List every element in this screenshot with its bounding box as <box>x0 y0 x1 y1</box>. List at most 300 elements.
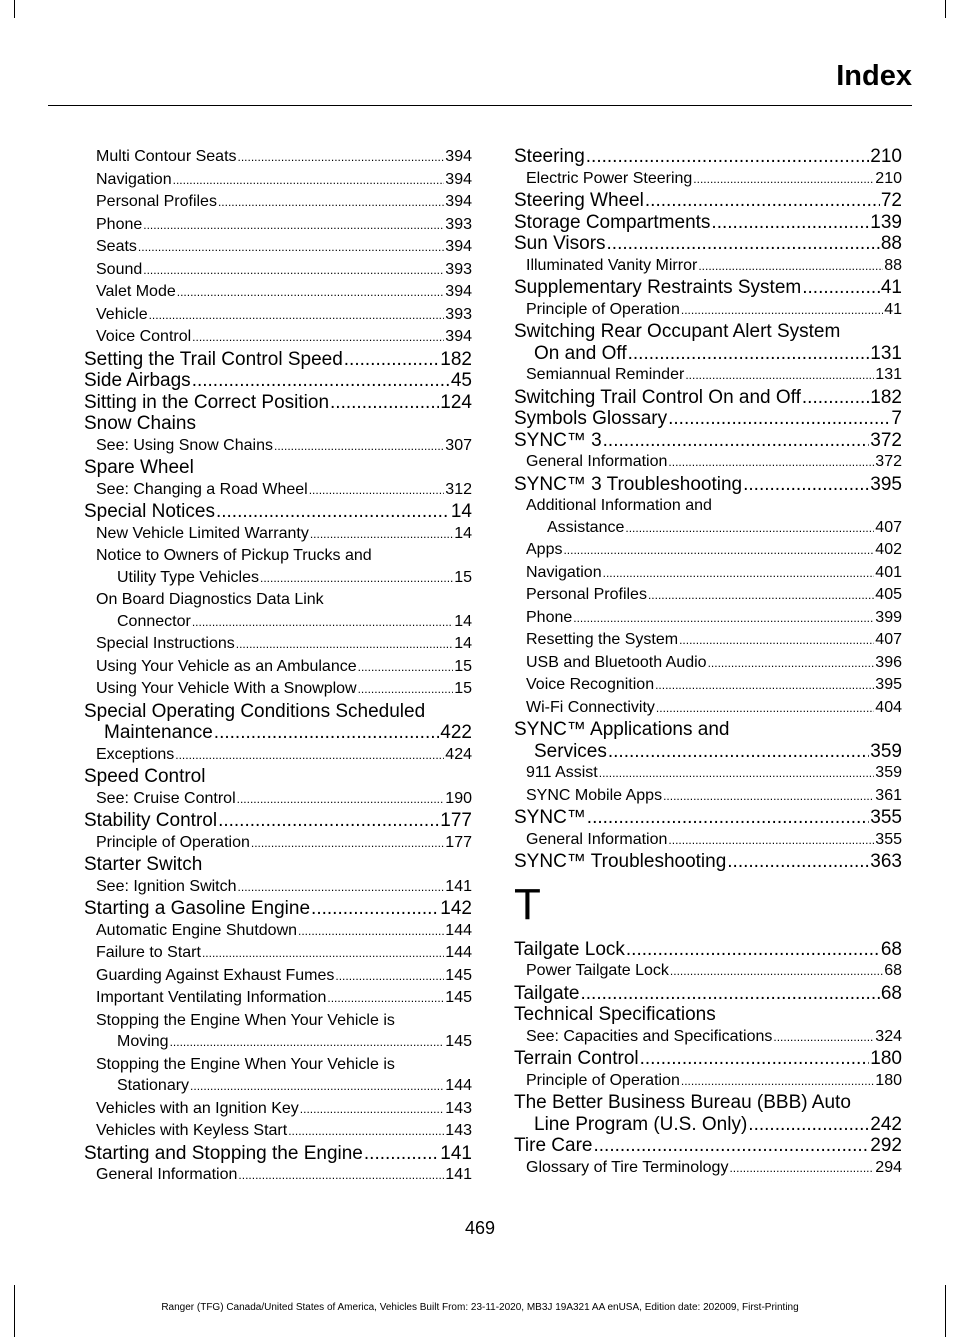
dot-leader <box>237 789 445 811</box>
entry-title: Supplementary Restraints System <box>514 277 802 298</box>
index-entry <box>514 299 902 322</box>
entry-title: Vehicles with Keyless Start <box>96 1122 288 1139</box>
index-entry <box>84 810 472 832</box>
dot-leader <box>274 436 444 458</box>
entry-title: Exceptions <box>96 745 175 763</box>
dot-leader <box>681 300 883 322</box>
dot-leader <box>143 215 444 237</box>
index-entry <box>514 408 902 430</box>
index-entry <box>514 960 902 983</box>
entry-title: Services <box>534 740 607 762</box>
entry-title: Stationary <box>117 1077 190 1094</box>
index-entry <box>84 523 472 546</box>
dot-leader <box>238 147 445 169</box>
dot-leader <box>138 237 444 259</box>
index-heading: Starter Switch <box>84 854 203 875</box>
dot-leader <box>640 1048 870 1070</box>
entry-page-number: 355 <box>875 830 902 848</box>
entry-title: Guarding Against Exhaust Fumes <box>96 966 335 984</box>
index-entry <box>84 501 472 523</box>
index-entry <box>84 169 472 192</box>
entry-title: SYNC Mobile Apps <box>526 786 663 804</box>
dot-leader <box>603 430 870 452</box>
index-heading: Technical Specifications <box>514 1004 716 1025</box>
index-subheading: Stopping the Engine When Your Vehicle is <box>96 1055 395 1073</box>
entry-page-number: 399 <box>875 608 902 626</box>
entry-page-number: 131 <box>875 366 902 383</box>
entry-page-number: 88 <box>884 256 902 274</box>
entry-title: Personal Profiles <box>96 193 217 210</box>
entry-title: New Vehicle Limited Warranty <box>96 524 309 542</box>
index-entry <box>84 656 472 679</box>
entry-page-number: 15 <box>454 568 472 586</box>
entry-page-number: 393 <box>445 305 472 323</box>
entry-page-number: 372 <box>870 429 902 451</box>
entry-page-number: 394 <box>445 170 472 188</box>
dot-leader <box>288 1121 444 1143</box>
index-entry <box>514 983 902 1005</box>
index-entry <box>514 451 902 474</box>
dot-leader <box>218 810 439 832</box>
entry-title: Using Your Vehicle as an Ambulance <box>96 657 357 675</box>
index-entry <box>84 146 472 169</box>
dot-leader <box>260 568 453 590</box>
entry-page-number: 131 <box>870 342 902 364</box>
dot-leader <box>309 480 445 502</box>
index-entry <box>84 1120 472 1143</box>
entry-page-number: 72 <box>880 190 902 211</box>
dot-leader <box>190 1076 444 1098</box>
index-entry <box>84 987 472 1010</box>
index-column-left <box>84 146 472 1187</box>
entry-page-number: 394 <box>445 193 472 210</box>
index-entry <box>514 762 902 785</box>
index-entry <box>84 1143 472 1165</box>
index-entry <box>84 191 472 214</box>
dot-leader <box>685 365 874 387</box>
entry-title: Vehicles with an Ignition Key <box>96 1099 299 1117</box>
entry-page-number: 242 <box>870 1113 902 1135</box>
entry-page-number: 141 <box>445 877 472 895</box>
index-entry <box>84 479 472 502</box>
index-entry <box>514 697 902 720</box>
entry-page-number: 142 <box>440 898 472 919</box>
entry-title: Special Notices <box>84 501 215 522</box>
dot-leader <box>143 260 444 282</box>
index-entry <box>514 190 902 212</box>
dot-leader <box>586 146 870 168</box>
index-entry <box>84 326 472 349</box>
entry-page-number: 177 <box>440 810 472 831</box>
entry-title: Personal Profiles <box>526 586 647 603</box>
dot-leader <box>711 212 869 234</box>
entry-page-number: 210 <box>875 169 902 187</box>
index-entry <box>84 304 472 327</box>
index-column-right <box>514 146 902 1179</box>
entry-page-number: 182 <box>440 348 472 370</box>
dot-leader <box>344 349 440 371</box>
entry-title: Stability Control <box>84 810 218 831</box>
index-entry <box>514 1070 902 1093</box>
index-entry <box>514 741 902 763</box>
dot-leader <box>335 966 444 988</box>
entry-title: General Information <box>526 830 668 848</box>
index-entry <box>514 343 902 365</box>
entry-title: Navigation <box>526 563 602 581</box>
index-subheading: On Board Diagnostics Data Link <box>96 591 324 608</box>
index-entry <box>514 607 902 630</box>
entry-title: General Information <box>526 453 668 470</box>
entry-title: Line Program (U.S. Only) <box>534 1113 748 1135</box>
index-entry <box>514 629 902 652</box>
dot-leader <box>364 1143 439 1165</box>
index-entry <box>514 1026 902 1049</box>
entry-title: Starting a Gasoline Engine <box>84 898 311 919</box>
entry-page-number: 143 <box>445 1122 472 1139</box>
entry-title: Important Ventilating Information <box>96 989 327 1006</box>
index-entry <box>514 474 902 496</box>
dot-leader <box>251 833 444 855</box>
entry-title: SYNC™ <box>514 807 586 828</box>
entry-title: Assistance <box>547 518 625 536</box>
entry-title: Setting the Trail Control Speed <box>84 348 343 370</box>
entry-title: Voice Recognition <box>526 676 655 693</box>
entry-page-number: 144 <box>445 944 472 961</box>
dot-leader <box>177 282 445 304</box>
entry-page-number: 405 <box>875 586 902 603</box>
entry-page-number: 393 <box>445 260 472 278</box>
entry-page-number: 144 <box>445 921 472 939</box>
entry-page-number: 307 <box>445 436 472 454</box>
dot-leader <box>311 898 439 920</box>
dot-leader <box>192 327 444 349</box>
entry-title: Sun Visors <box>514 233 606 254</box>
entry-title: Terrain Control <box>514 1048 639 1069</box>
index-entry <box>514 387 902 409</box>
dot-leader <box>192 612 453 634</box>
entry-title: Phone <box>96 215 143 233</box>
dot-leader <box>149 305 445 327</box>
index-subheading: Additional Information and <box>526 497 712 514</box>
dot-leader <box>599 763 875 785</box>
entry-page-number: 180 <box>870 1048 902 1069</box>
entry-page-number: 41 <box>884 300 902 318</box>
entry-page-number: 210 <box>870 146 902 167</box>
entry-title: Power Tailgate Lock <box>526 962 669 979</box>
dot-leader <box>573 608 874 630</box>
index-entry <box>514 939 902 961</box>
entry-page-number: 182 <box>870 386 902 408</box>
entry-title: Phone <box>526 608 573 626</box>
index-entry <box>84 744 472 767</box>
dot-leader <box>668 408 890 430</box>
entry-title: See: Capacities and Specifications <box>526 1027 773 1045</box>
entry-page-number: 407 <box>875 631 902 648</box>
index-heading: Switching Rear Occupant Alert System <box>514 321 841 342</box>
dot-leader <box>748 1114 869 1136</box>
entry-page-number: 359 <box>875 764 902 781</box>
dot-leader <box>310 524 453 546</box>
dot-leader <box>300 1099 445 1121</box>
index-entry <box>84 349 472 371</box>
entry-page-number: 41 <box>880 277 902 298</box>
entry-page-number: 180 <box>875 1071 902 1089</box>
entry-title: Principle of Operation <box>96 833 250 851</box>
index-entry <box>514 539 902 562</box>
entry-page-number: 292 <box>870 1135 902 1156</box>
entry-page-number: 401 <box>875 563 902 581</box>
index-heading: Special Operating Conditions Scheduled <box>84 700 426 722</box>
index-entry <box>514 277 902 299</box>
index-entry <box>84 1031 472 1054</box>
entry-page-number: 14 <box>454 612 472 630</box>
section-letter: T <box>514 879 541 929</box>
entry-title: SYNC™ 3 Troubleshooting <box>514 473 743 495</box>
dot-leader <box>170 1032 445 1054</box>
index-entry <box>514 785 902 808</box>
entry-title: Automatic Engine Shutdown <box>96 921 298 939</box>
entry-page-number: 424 <box>445 745 472 763</box>
entry-page-number: 88 <box>880 233 902 254</box>
index-entry <box>514 255 902 278</box>
entry-title: Switching Trail Control On and Off <box>514 386 801 408</box>
dot-leader <box>593 1135 869 1157</box>
index-entry <box>514 829 902 852</box>
dot-leader <box>192 370 450 392</box>
entry-page-number: 404 <box>875 698 902 716</box>
dot-leader <box>727 851 869 873</box>
index-entry <box>514 146 902 168</box>
index-heading: The Better Business Bureau (BBB) Auto <box>514 1092 851 1113</box>
index-heading: Snow Chains <box>84 413 196 434</box>
entry-title: Sound <box>96 260 143 278</box>
index-entry <box>514 430 902 452</box>
dot-leader <box>663 786 874 808</box>
entry-title: Failure to Start <box>96 944 201 961</box>
dot-leader <box>214 722 440 744</box>
index-entry <box>514 584 902 607</box>
dot-leader <box>698 256 883 278</box>
dot-leader <box>656 698 874 720</box>
entry-title: Semiannual Reminder <box>526 366 685 383</box>
dot-leader <box>216 501 450 523</box>
entry-page-number: 312 <box>445 480 472 498</box>
index-entry <box>84 633 472 656</box>
entry-page-number: 363 <box>870 851 902 872</box>
entry-page-number: 190 <box>445 789 472 807</box>
entry-page-number: 395 <box>870 473 902 495</box>
entry-page-number: 143 <box>445 1099 472 1117</box>
dot-leader <box>668 452 874 474</box>
index-entry <box>84 392 472 414</box>
entry-page-number: 7 <box>891 408 902 429</box>
dot-leader <box>625 518 874 540</box>
entry-title: Starting and Stopping the Engine <box>84 1142 363 1164</box>
index-entry <box>84 876 472 899</box>
entry-title: Steering Wheel <box>514 190 644 211</box>
entry-title: Principle of Operation <box>526 1071 680 1089</box>
entry-title: Connector <box>117 612 191 630</box>
entry-title: 911 Assist <box>526 764 598 781</box>
index-entry <box>84 435 472 458</box>
entry-page-number: 141 <box>445 1166 472 1183</box>
entry-page-number: 177 <box>445 833 472 851</box>
entry-page-number: 141 <box>440 1142 472 1164</box>
dot-leader <box>773 1027 874 1049</box>
index-entry <box>514 1114 902 1136</box>
index-heading: SYNC™ Applications and <box>514 719 730 740</box>
dot-leader <box>330 392 439 414</box>
entry-page-number: 145 <box>445 966 472 984</box>
page-number: 469 <box>464 1218 496 1238</box>
dot-leader <box>802 277 880 299</box>
dot-leader <box>670 961 883 983</box>
entry-page-number: 394 <box>445 283 472 300</box>
dot-leader <box>668 830 874 852</box>
entry-page-number: 402 <box>875 541 902 558</box>
index-entry <box>84 788 472 811</box>
entry-title: On and Off <box>534 342 627 364</box>
entry-page-number: 15 <box>454 680 472 697</box>
dot-leader <box>563 540 874 562</box>
index-entry <box>514 517 902 540</box>
entry-title: Navigation <box>96 170 172 188</box>
index-entry <box>84 920 472 943</box>
dot-leader <box>175 745 444 767</box>
index-entry <box>514 1135 902 1157</box>
index-entry <box>84 281 472 304</box>
entry-page-number: 359 <box>870 740 902 762</box>
entry-title: See: Using Snow Chains <box>96 436 273 454</box>
entry-title: Multi Contour Seats <box>96 148 237 165</box>
page-title: Index <box>836 60 912 92</box>
entry-page-number: 294 <box>875 1158 902 1176</box>
entry-title: SYNC™ Troubleshooting <box>514 851 727 872</box>
entry-page-number: 395 <box>875 676 902 693</box>
entry-page-number: 14 <box>454 524 472 542</box>
index-entry <box>84 1164 472 1187</box>
entry-title: General Information <box>96 1166 238 1183</box>
index-entry <box>84 678 472 701</box>
entry-page-number: 361 <box>875 786 902 804</box>
dot-leader <box>218 192 444 214</box>
dot-leader <box>645 190 880 212</box>
dot-leader <box>603 563 875 585</box>
entry-page-number: 396 <box>875 653 902 671</box>
dot-leader <box>607 233 880 255</box>
entry-title: Tailgate Lock <box>514 938 625 960</box>
entry-page-number: 145 <box>445 1033 472 1050</box>
dot-leader <box>358 657 454 679</box>
entry-title: See: Changing a Road Wheel <box>96 480 308 498</box>
dot-leader <box>608 741 869 763</box>
entry-title: Storage Compartments <box>514 211 711 233</box>
entry-page-number: 139 <box>870 211 902 233</box>
entry-page-number: 144 <box>445 1077 472 1094</box>
entry-title: Moving <box>117 1033 169 1050</box>
index-entry <box>84 722 472 744</box>
dot-leader <box>358 679 454 701</box>
entry-page-number: 15 <box>454 657 472 675</box>
dot-leader <box>173 170 445 192</box>
entry-page-number: 14 <box>454 635 472 652</box>
index-entry <box>514 851 902 873</box>
dot-leader <box>708 653 875 675</box>
entry-title: Tailgate <box>514 982 580 1004</box>
entry-title: Special Instructions <box>96 635 235 652</box>
index-entry <box>84 611 472 634</box>
entry-page-number: 68 <box>880 982 902 1004</box>
index-entry <box>84 567 472 590</box>
entry-title: Resetting the System <box>526 631 679 648</box>
entry-page-number: 394 <box>445 328 472 345</box>
header-rule <box>48 105 912 106</box>
entry-title: Steering <box>514 146 585 167</box>
entry-page-number: 372 <box>875 453 902 470</box>
entry-title: SYNC™ 3 <box>514 429 602 451</box>
crop-mark-top-left <box>14 0 15 18</box>
entry-title: See: Ignition Switch <box>96 877 237 895</box>
entry-page-number: 422 <box>440 722 472 743</box>
dot-leader <box>202 943 444 965</box>
index-entry <box>84 214 472 237</box>
entry-title: Glossary of Tire Terminology <box>526 1158 729 1176</box>
index-entry <box>84 236 472 259</box>
index-entry <box>514 674 902 697</box>
entry-page-number: 394 <box>445 148 472 165</box>
index-entry <box>84 259 472 282</box>
entry-title: Sitting in the Correct Position <box>84 391 330 413</box>
entry-title: Seats <box>96 238 137 255</box>
index-entry <box>84 898 472 920</box>
entry-title: Tire Care <box>514 1135 593 1156</box>
index-heading: Spare Wheel <box>84 457 194 478</box>
dot-leader <box>802 387 869 409</box>
index-entry <box>84 942 472 965</box>
entry-page-number: 68 <box>880 938 902 960</box>
entry-page-number: 68 <box>884 962 902 979</box>
index-entry <box>84 965 472 988</box>
entry-title: Valet Mode <box>96 283 176 300</box>
index-entry <box>84 1098 472 1121</box>
index-subheading: Notice to Owners of Pickup Trucks and <box>96 547 372 564</box>
dot-leader <box>327 988 444 1010</box>
dot-leader <box>679 630 874 652</box>
dot-leader <box>236 634 453 656</box>
entry-title: USB and Bluetooth Audio <box>526 653 707 671</box>
entry-page-number: 407 <box>875 518 902 536</box>
index-entry <box>514 364 902 387</box>
dot-leader <box>581 983 880 1005</box>
dot-leader <box>238 1165 444 1187</box>
index-entry <box>514 807 902 829</box>
index-entry <box>514 168 902 191</box>
entry-title: Principle of Operation <box>526 300 680 318</box>
entry-page-number: 14 <box>450 501 472 522</box>
dot-leader <box>655 675 874 697</box>
dot-leader <box>238 877 445 899</box>
entry-title: Apps <box>526 541 563 558</box>
entry-page-number: 324 <box>875 1027 902 1045</box>
entry-title: Illuminated Vanity Mirror <box>526 256 698 274</box>
crop-mark-top-right <box>945 0 946 18</box>
entry-title: Wi-Fi Connectivity <box>526 698 655 716</box>
dot-leader <box>587 807 870 829</box>
index-heading: Speed Control <box>84 766 206 787</box>
entry-page-number: 124 <box>440 391 472 413</box>
entry-title: Vehicle <box>96 305 148 323</box>
index-entry <box>84 370 472 392</box>
